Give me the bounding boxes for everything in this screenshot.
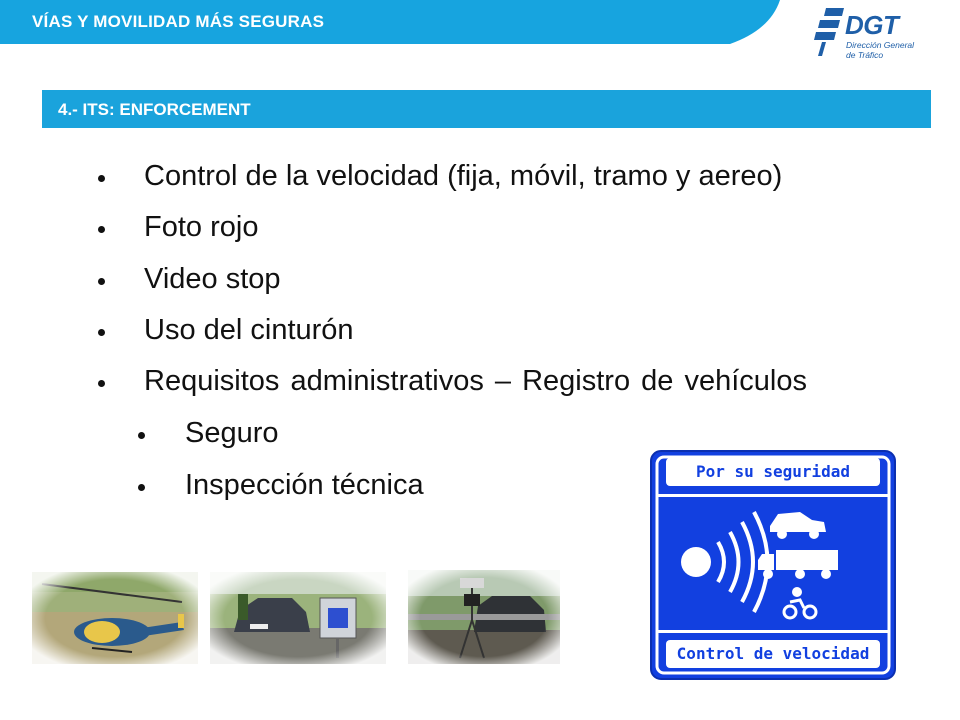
bullet-item [144, 211, 258, 244]
police-car-photo [210, 572, 386, 664]
bullet-text: Foto rojo [144, 211, 259, 243]
radar-camera-photo [408, 570, 560, 664]
logo-org-line1: Dirección General [846, 40, 915, 50]
section-title: 4.- ITS: ENFORCEMENT [58, 100, 251, 119]
bullet-dot-icon [98, 278, 105, 285]
bullet-text: Requisitos administrativos – Registro de vehículos [144, 365, 807, 397]
bullet-dot-icon [98, 175, 105, 182]
speed-control-sign [650, 450, 896, 685]
bullet-dot-icon [138, 484, 145, 491]
bullet-dot-icon [98, 380, 105, 387]
header-tab [0, 0, 800, 46]
bullet-dot-icon [138, 432, 145, 439]
sign-bottom-text: Control de velocidad [676, 644, 870, 663]
sub-bullet-item [185, 417, 279, 450]
bullet-text: Uso del cinturón [144, 314, 354, 346]
sub-bullet-item [185, 469, 424, 502]
helicopter-photo [32, 572, 198, 664]
logo-acronym: DGT [845, 10, 899, 40]
bullet-text: Inspección técnica [185, 469, 424, 501]
bullet-dot-icon [98, 329, 105, 336]
section-bar [42, 90, 931, 128]
logo-org-line2: de Tráfico [846, 50, 884, 60]
bullet-item [144, 263, 281, 296]
dgt-logo-icon [812, 6, 846, 58]
bullet-dot-icon [98, 226, 105, 233]
bullet-text: Seguro [185, 417, 279, 449]
bullet-item [144, 365, 807, 398]
header-title: VÍAS Y MOVILIDAD MÁS SEGURAS [32, 12, 325, 31]
dgt-logo [812, 6, 922, 64]
bullet-text: Control de la velocidad (fija, móvil, tramo y aereo) [144, 160, 783, 192]
bullet-text: Video stop [144, 263, 281, 295]
bullet-item [144, 160, 782, 193]
logo-org-name [846, 40, 926, 60]
sign-top-text: Por su seguridad [695, 462, 851, 481]
bullet-item [144, 314, 354, 347]
